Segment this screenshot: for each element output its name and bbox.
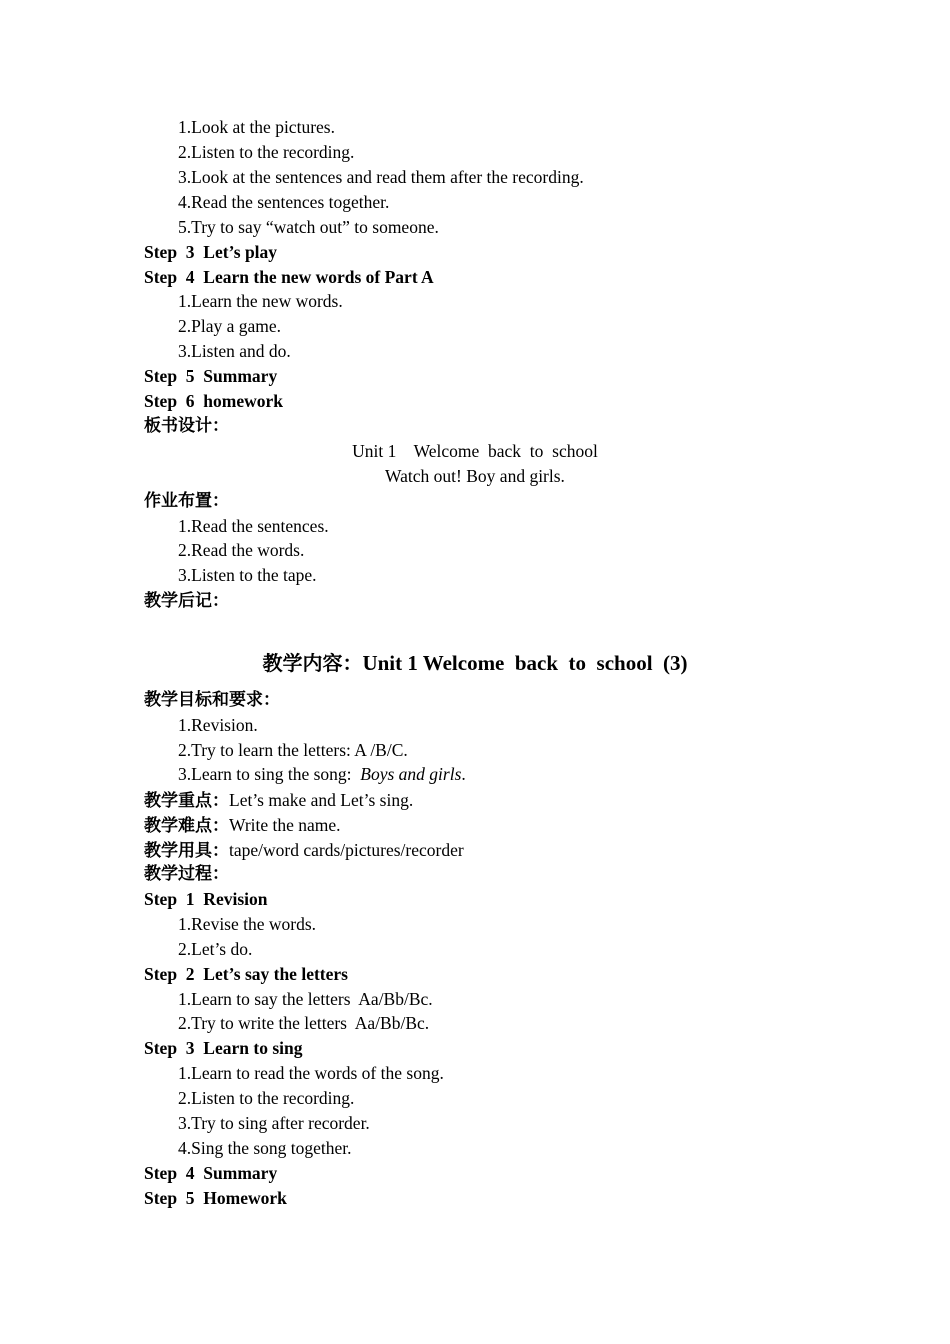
teaching-tools-value: tape/word cards/pictures/recorder [229, 840, 464, 860]
list-item: 2.Read the words. [178, 540, 305, 560]
step-heading: Step 6 homework [144, 391, 284, 411]
list-item: 2.Listen to the recording. [178, 142, 355, 162]
step-heading: Step 3 Let’s play [144, 242, 278, 262]
list-item: 3.Listen and do. [178, 341, 291, 361]
teaching-notes-label: 教学后记： [144, 591, 229, 611]
list-item: 1.Learn the new words. [178, 291, 343, 311]
list-item: 4.Sing the song together. [178, 1138, 352, 1158]
list-item [178, 762, 466, 787]
list-item: 2.Try to learn the letters: A /B/C. [178, 740, 408, 760]
key-points-line [144, 788, 413, 813]
board-design-label: 板书设计： [144, 416, 229, 436]
list-item: 1.Revision. [178, 715, 258, 735]
list-item: 1.Revise the words. [178, 914, 317, 934]
song-title: Boys and girls [360, 764, 462, 784]
list-item: 2.Try to write the letters Aa/Bb/Bc. [178, 1013, 430, 1033]
list-item: 2.Play a game. [178, 316, 282, 336]
homework-label: 作业布置： [144, 491, 229, 511]
step-heading: Step 4 Summary [144, 1163, 278, 1183]
list-item: 1.Read the sentences. [178, 516, 329, 536]
list-item: 3.Try to sing after recorder. [178, 1113, 370, 1133]
difficult-points-value: Write the name. [229, 815, 341, 835]
step-heading: Step 5 Homework [144, 1188, 287, 1208]
teaching-tools-label: 教学用具： [144, 841, 229, 861]
board-line: Unit 1 Welcome back to school [352, 441, 598, 461]
teaching-tools-line [144, 838, 464, 863]
list-item: 2.Listen to the recording. [178, 1088, 355, 1108]
list-item: 3.Look at the sentences and read them after the recording. [178, 167, 584, 187]
step-heading: Step 5 Summary [144, 366, 278, 386]
list-item: 1.Learn to say the letters Aa/Bb/Bc. [178, 989, 433, 1009]
key-points-value: Let’s make and Let’s sing. [229, 790, 414, 810]
lesson-title-cn: 教学内容： [262, 651, 363, 675]
difficult-points-label: 教学难点： [144, 816, 229, 836]
step-heading: Step 3 Learn to sing [144, 1038, 303, 1058]
list-item: 5.Try to say “watch out” to someone. [178, 217, 439, 237]
difficult-points-line [144, 813, 341, 838]
objectives-label: 教学目标和要求： [144, 690, 280, 710]
objective-punct: . [461, 764, 466, 784]
board-line: Watch out! Boy and girls. [385, 466, 565, 486]
list-item: 3.Listen to the tape. [178, 565, 317, 585]
step-heading: Step 1 Revision [144, 889, 268, 909]
key-points-label: 教学重点： [144, 791, 229, 811]
step-heading: Step 2 Let’s say the letters [144, 964, 348, 984]
objective-text: 3.Learn to sing the song: [178, 764, 361, 784]
lesson-title-en: Unit 1 Welcome back to school (3) [362, 651, 688, 675]
list-item: 4.Read the sentences together. [178, 192, 390, 212]
lesson-title [0, 648, 950, 678]
step-heading: Step 4 Learn the new words of Part A [144, 267, 434, 287]
list-item: 2.Let’s do. [178, 939, 253, 959]
list-item: 1.Look at the pictures. [178, 117, 335, 137]
list-item: 1.Learn to read the words of the song. [178, 1063, 444, 1083]
teaching-process-label: 教学过程： [144, 864, 229, 884]
